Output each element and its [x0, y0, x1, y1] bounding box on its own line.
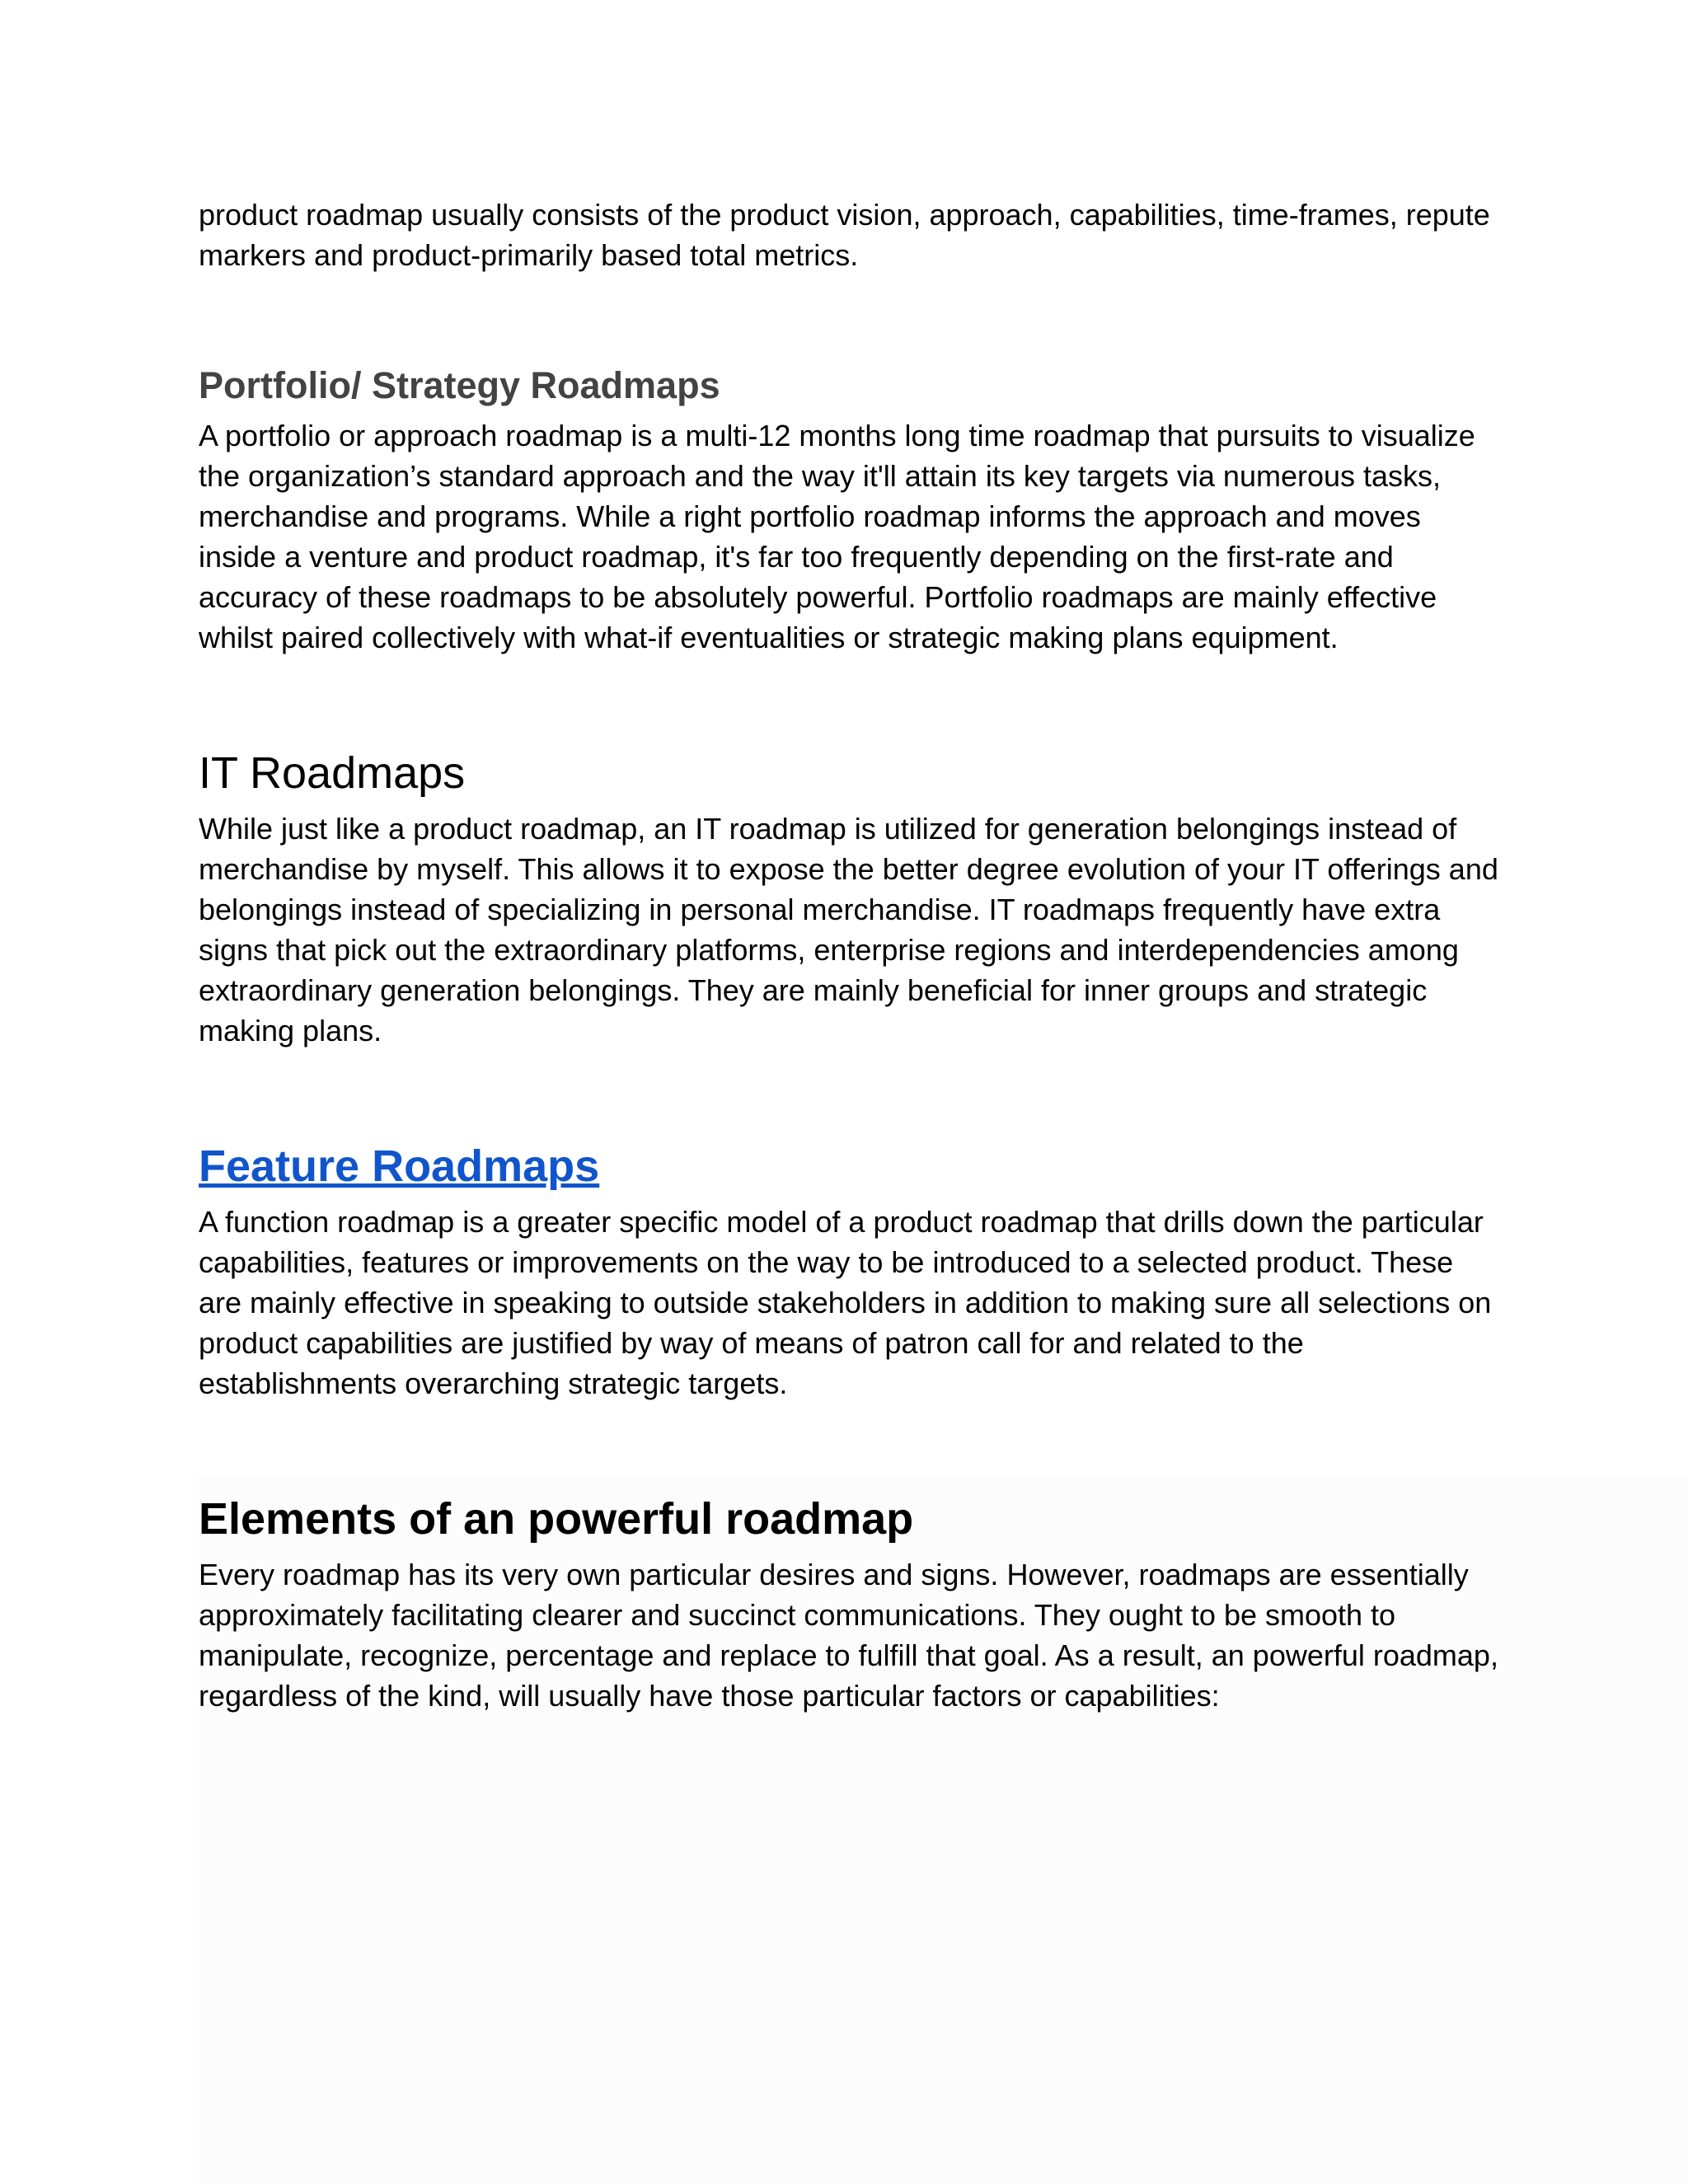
- feature-roadmaps-link[interactable]: Feature Roadmaps: [199, 1141, 600, 1191]
- heading-it-roadmaps: IT Roadmaps: [199, 748, 466, 798]
- paragraph-portfolio-strategy-roadmaps: A portfolio or approach roadmap is a multi-12 months long time roadmap that pursuits to visualize the organization’s standard approach and the way it'll attain its key targets via numerous tasks, merchandise and programs. While a right portfolio roadmap informs the approach and moves inside a venture and product roadmap, it's far too frequently depending on the first-rate and accuracy of these roadmaps to be absolutely powerful. Portfolio roadmaps are mainly effective whilst paired collectively with what-if eventualities or strategic making plans equipment.: [199, 419, 1475, 654]
- document-body: [199, 194, 1501, 1716]
- heading-feature-roadmaps: [199, 1137, 1501, 1195]
- heading-portfolio-strategy-roadmaps: Portfolio/ Strategy Roadmaps: [199, 364, 720, 406]
- intro-paragraph: product roadmap usually consists of the product vision, approach, capabilities, time-frames, repute markers and product-primarily based total metrics.: [199, 198, 1490, 272]
- heading-elements-of-roadmap: Elements of an powerful roadmap: [199, 1494, 914, 1544]
- paragraph-elements-of-roadmap: Every roadmap has its very own particular desires and signs. However, roadmaps are essentially approximately facilitating clearer and succinct communications. They ought to be smooth to manipulate, recognize, percentage and replace to fulfill that goal. As a result, an powerful roadmap, regardless of the kind, will usually have those particular factors or capabilities:: [199, 1558, 1498, 1713]
- paragraph-feature-roadmaps: A function roadmap is a greater specific model of a product roadmap that drills down the particular capabilities, features or improvements on the way to be introduced to a selected product. These are mainly effective in speaking to outside stakeholders in addition to making sure all selections on product capabilities are justified by way of means of patron call for and related to the establishments overarching strategic targets.: [199, 1205, 1492, 1400]
- paragraph-it-roadmaps: While just like a product roadmap, an IT roadmap is utilized for generation belongings instead of merchandise by myself. This allows it to expose the better degree evolution of your IT offerings and belongings instead of specializing in personal merchandise. IT roadmaps frequently have extra signs that pick out the extraordinary platforms, enterprise regions and interdependencies among extraordinary generation belongings. They are mainly beneficial for inner groups and strategic making plans.: [199, 812, 1498, 1047]
